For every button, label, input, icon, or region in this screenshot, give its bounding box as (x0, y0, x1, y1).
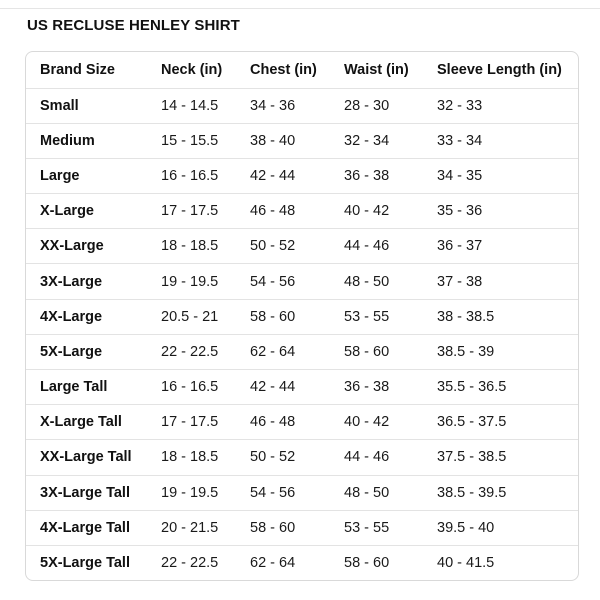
cell-neck: 19 - 19.5 (161, 264, 250, 299)
table-row (26, 475, 578, 510)
cell-waist: 48 - 50 (344, 475, 437, 510)
cell-chest: 50 - 52 (250, 229, 344, 264)
table-row (26, 440, 578, 475)
cell-sleeve-length: 33 - 34 (437, 123, 578, 158)
cell-neck: 16 - 16.5 (161, 158, 250, 193)
table-row (26, 158, 578, 193)
cell-sleeve-length: 36 - 37 (437, 229, 578, 264)
header-waist: Waist (in) (344, 52, 437, 88)
header-brand-size: Brand Size (26, 52, 161, 88)
header-chest: Chest (in) (250, 52, 344, 88)
cell-brand-size: XX-Large (26, 229, 161, 264)
cell-brand-size: 4X-Large Tall (26, 510, 161, 545)
table-row (26, 88, 578, 123)
cell-brand-size: X-Large (26, 194, 161, 229)
cell-sleeve-length: 38.5 - 39.5 (437, 475, 578, 510)
cell-sleeve-length: 37.5 - 38.5 (437, 440, 578, 475)
cell-sleeve-length: 34 - 35 (437, 158, 578, 193)
cell-neck: 20.5 - 21 (161, 299, 250, 334)
table-row (26, 370, 578, 405)
cell-neck: 17 - 17.5 (161, 405, 250, 440)
cell-waist: 48 - 50 (344, 264, 437, 299)
cell-waist: 44 - 46 (344, 229, 437, 264)
cell-chest: 42 - 44 (250, 158, 344, 193)
cell-sleeve-length: 32 - 33 (437, 88, 578, 123)
cell-sleeve-length: 35.5 - 36.5 (437, 370, 578, 405)
cell-brand-size: 4X-Large (26, 299, 161, 334)
cell-brand-size: 3X-Large Tall (26, 475, 161, 510)
cell-waist: 32 - 34 (344, 123, 437, 158)
cell-sleeve-length: 38.5 - 39 (437, 334, 578, 369)
cell-waist: 44 - 46 (344, 440, 437, 475)
cell-waist: 58 - 60 (344, 334, 437, 369)
cell-brand-size: X-Large Tall (26, 405, 161, 440)
table-row (26, 229, 578, 264)
cell-chest: 58 - 60 (250, 510, 344, 545)
table-body (26, 88, 578, 581)
size-table (26, 52, 578, 581)
cell-sleeve-length: 40 - 41.5 (437, 555, 495, 572)
cell-waist: 58 - 60 (344, 555, 390, 572)
table-row (26, 545, 578, 580)
cell-waist: 28 - 30 (344, 88, 437, 123)
cell-chest: 54 - 56 (250, 264, 344, 299)
cell-waist: 40 - 42 (344, 194, 437, 229)
table-row (26, 299, 578, 334)
header-sleeve-length: Sleeve Length (in) (437, 52, 578, 88)
cell-neck: 17 - 17.5 (161, 194, 250, 229)
cell-chest: 46 - 48 (250, 405, 344, 440)
cell-brand-size: Large (26, 158, 161, 193)
table-row (26, 264, 578, 299)
cell-brand-size: 5X-Large Tall (40, 555, 130, 572)
cell-neck: 18 - 18.5 (161, 229, 250, 264)
cell-chest: 58 - 60 (250, 299, 344, 334)
cell-brand-size: Medium (26, 123, 161, 158)
cell-waist: 53 - 55 (344, 299, 437, 334)
table-row (26, 405, 578, 440)
cell-brand-size: Small (26, 88, 161, 123)
cell-chest: 46 - 48 (250, 194, 344, 229)
header-neck: Neck (in) (161, 52, 250, 88)
cell-chest: 38 - 40 (250, 123, 344, 158)
page-title: US RECLUSE HENLEY SHIRT (27, 17, 240, 34)
cell-neck: 19 - 19.5 (161, 475, 250, 510)
cell-brand-size: 5X-Large (26, 334, 161, 369)
cell-waist: 40 - 42 (344, 405, 437, 440)
cell-waist: 36 - 38 (344, 370, 437, 405)
table-row (26, 123, 578, 158)
cell-chest: 54 - 56 (250, 475, 344, 510)
cell-sleeve-length: 37 - 38 (437, 264, 578, 299)
cell-neck: 15 - 15.5 (161, 123, 250, 158)
cell-chest: 62 - 64 (250, 555, 296, 572)
cell-neck: 22 - 22.5 (161, 334, 250, 369)
cell-neck: 16 - 16.5 (161, 370, 250, 405)
cell-chest: 50 - 52 (250, 440, 344, 475)
table-row (26, 194, 578, 229)
table-row (26, 510, 578, 545)
cell-sleeve-length: 38 - 38.5 (437, 299, 578, 334)
top-divider (0, 8, 600, 9)
cell-neck: 18 - 18.5 (161, 440, 250, 475)
cell-neck: 22 - 22.5 (161, 555, 219, 572)
cell-chest: 62 - 64 (250, 334, 344, 369)
cell-sleeve-length: 39.5 - 40 (437, 510, 578, 545)
size-table-card (25, 51, 579, 581)
cell-sleeve-length: 36.5 - 37.5 (437, 405, 578, 440)
cell-chest: 42 - 44 (250, 370, 344, 405)
cell-brand-size: XX-Large Tall (26, 440, 161, 475)
cell-waist: 36 - 38 (344, 158, 437, 193)
cell-neck: 20 - 21.5 (161, 510, 250, 545)
table-row (26, 334, 578, 369)
cell-sleeve-length: 35 - 36 (437, 194, 578, 229)
cell-chest: 34 - 36 (250, 88, 344, 123)
cell-waist: 53 - 55 (344, 510, 437, 545)
cell-brand-size: Large Tall (26, 370, 161, 405)
cell-brand-size: 3X-Large (26, 264, 161, 299)
cell-neck: 14 - 14.5 (161, 88, 250, 123)
table-header-row (26, 52, 578, 88)
